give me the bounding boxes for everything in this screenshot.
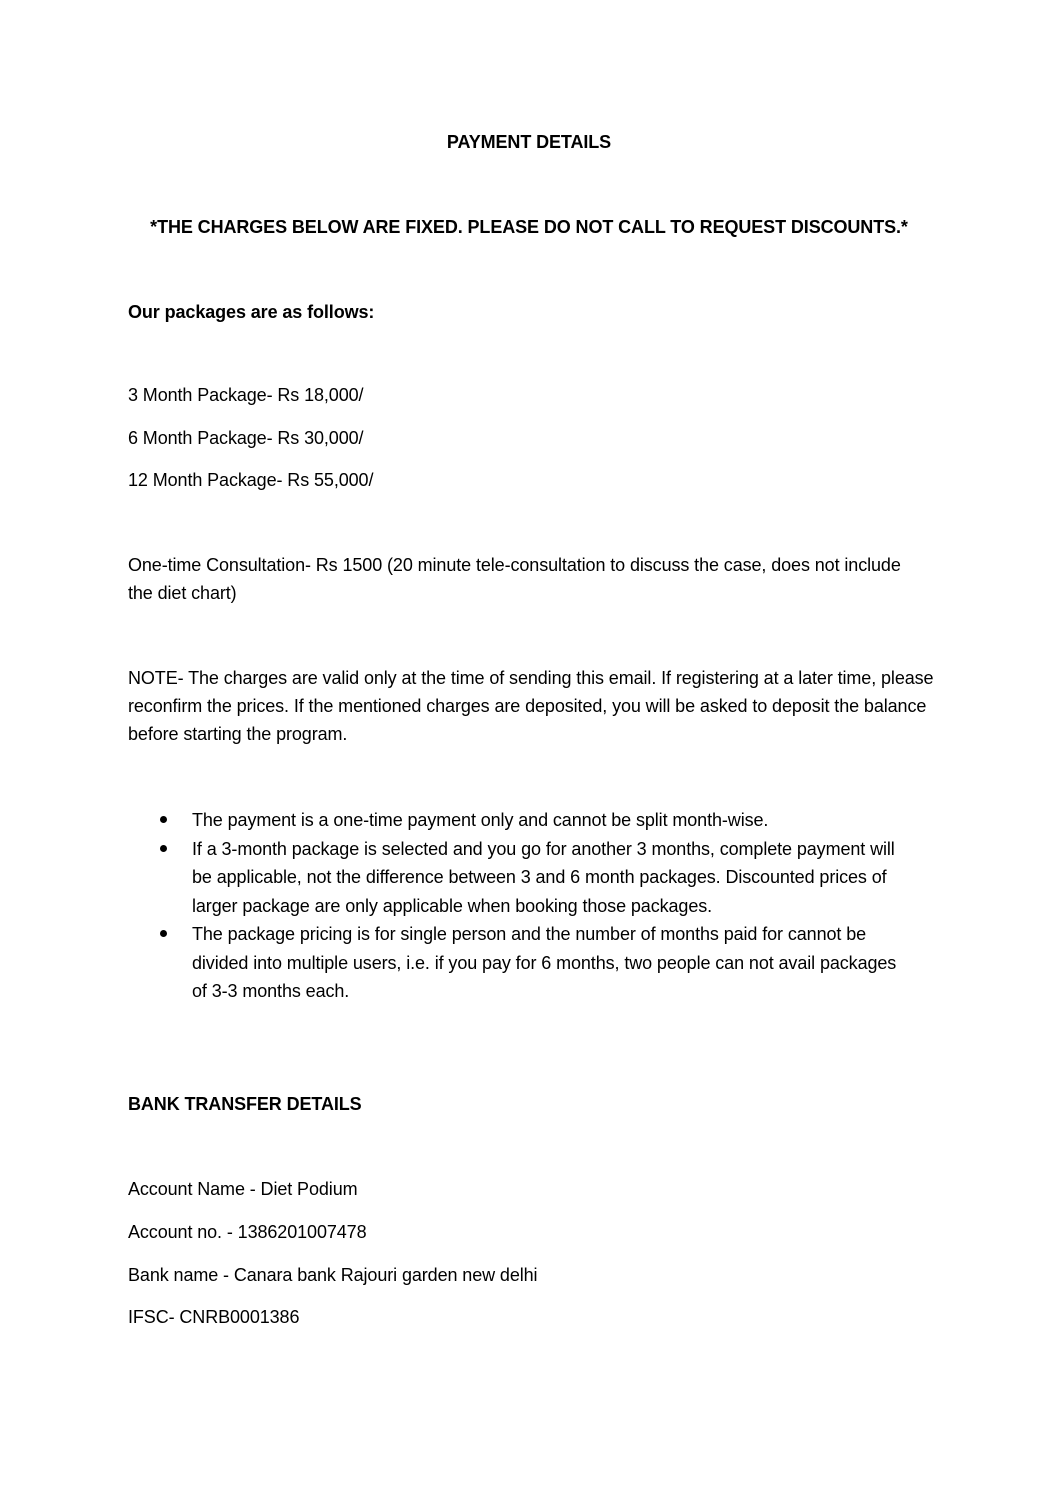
ifsc-code: IFSC- CNRB0001386 (128, 1307, 300, 1327)
bullet-icon (160, 930, 167, 937)
package-3-month: 3 Month Package- Rs 18,000/ (128, 385, 364, 405)
term-text: If a 3-month package is selected and you go for another 3 months, complete payment will be applicable, not the difference between 3 and 6 month packages. Discounted prices of larger package are only applicable when booking those packages. (192, 838, 895, 916)
bullet-icon (160, 845, 167, 852)
list-item (128, 920, 912, 1006)
account-name: Account Name - Diet Podium (128, 1179, 358, 1199)
page-title: PAYMENT DETAILS (446, 132, 612, 152)
bank-name: Bank name - Canara bank Rajouri garden new delhi (128, 1265, 538, 1285)
package-12-month: 12 Month Package- Rs 55,000/ (128, 470, 374, 490)
term-text: The package pricing is for single person and the number of months paid for cannot be divided into multiple users, i.e. if you pay for 6 months, two people can not avail packages of 3-3 months each. (192, 924, 897, 1001)
account-number: Account no. - 1386201007478 (128, 1222, 367, 1242)
bank-heading: BANK TRANSFER DETAILS (128, 1094, 362, 1114)
list-item (128, 806, 912, 835)
consultation-text: One-time Consultation- Rs 1500 (20 minute tele-consultation to discuss the case, does not include the diet chart) (128, 555, 901, 603)
bullet-icon (160, 816, 167, 823)
packages-heading: Our packages are as follows: (128, 302, 375, 322)
discount-warning: *THE CHARGES BELOW ARE FIXED. PLEASE DO NOT CALL TO REQUEST DISCOUNTS.* (150, 217, 908, 237)
note-text: NOTE- The charges are valid only at the time of sending this email. If registering at a later time, please reconfirm the prices. If the mentioned charges are deposited, you will be asked to deposit the balance before starting the program. (128, 668, 934, 744)
terms-list (128, 806, 928, 1006)
list-item (128, 835, 912, 921)
term-text: The payment is a one-time payment only and cannot be split month-wise. (192, 810, 769, 830)
package-6-month: 6 Month Package- Rs 30,000/ (128, 428, 364, 448)
